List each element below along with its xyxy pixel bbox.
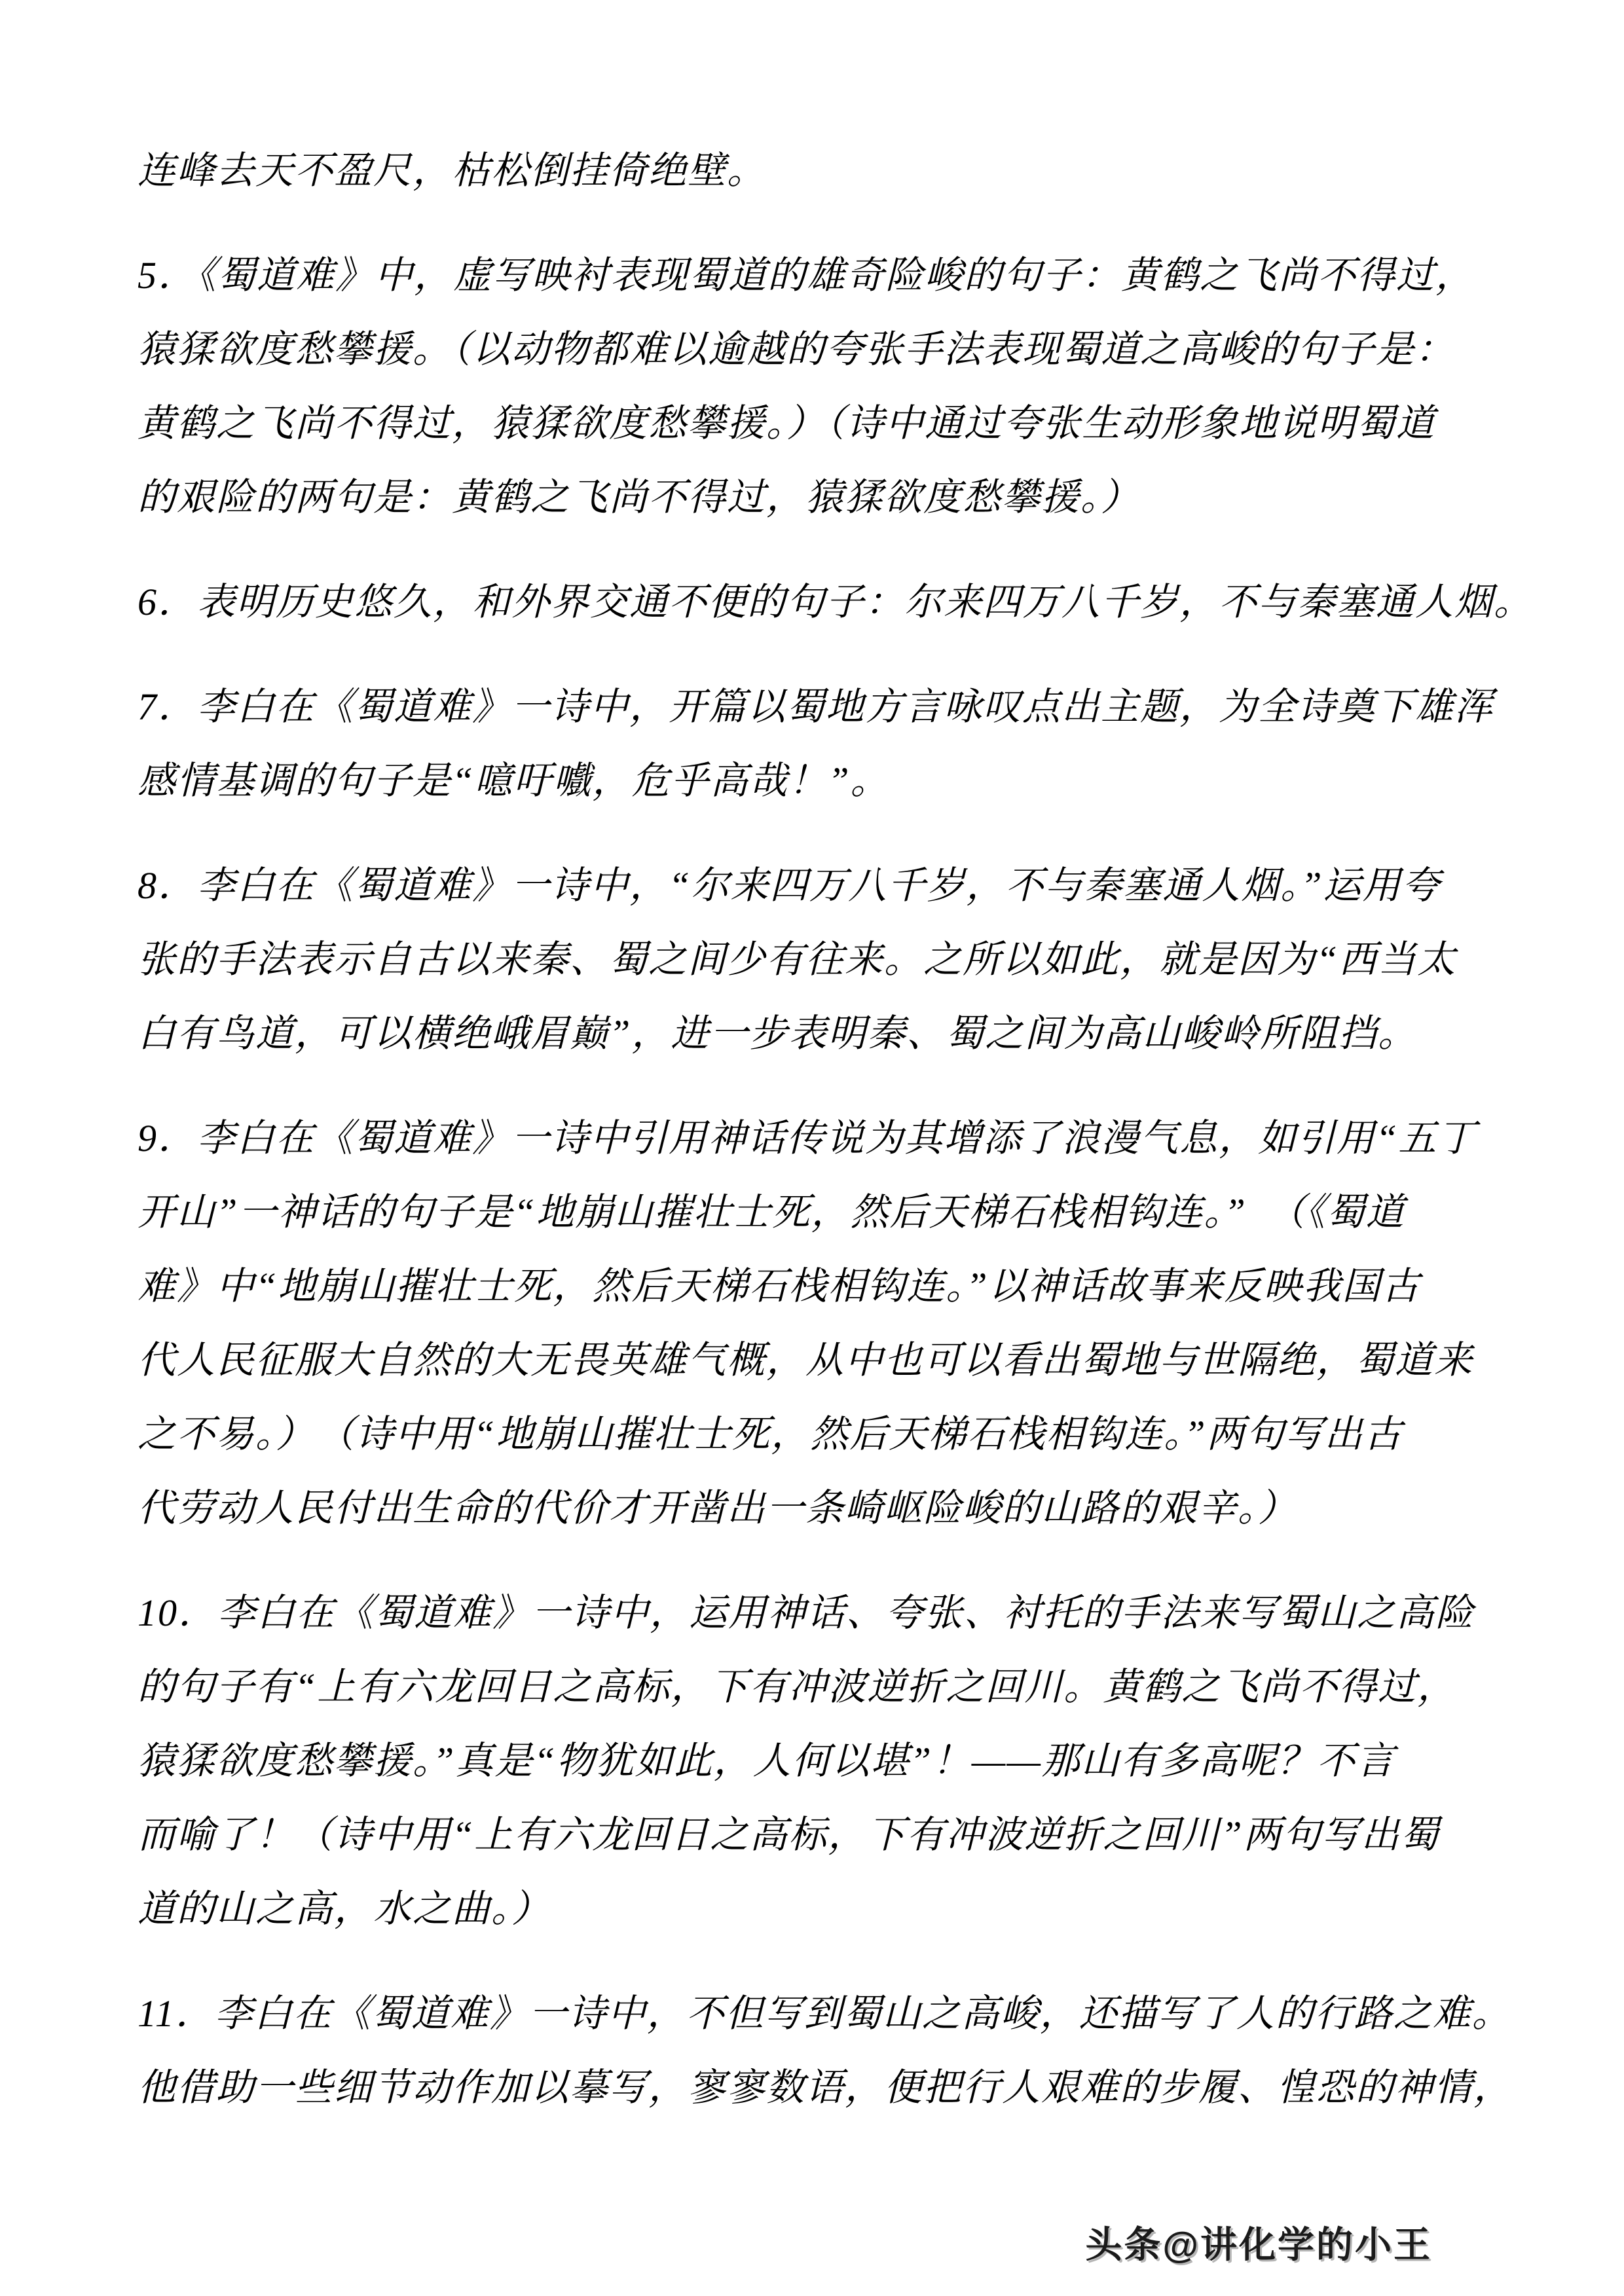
question-item-7	[138, 670, 1519, 818]
poem-continuation-paragraph	[138, 134, 1519, 208]
worksheet-body	[138, 134, 1534, 2155]
text-line: 8．李白在《蜀道难》一诗中，“尔来四万八千岁，不与秦塞通人烟。”运用夸	[138, 864, 1441, 907]
text-line: 11．李白在《蜀道难》一诗中，不但写到蜀山之高峻，还描写了人的行路之难。	[138, 1992, 1511, 2035]
question-item-5	[138, 238, 1519, 534]
text-line: 黄鹤之飞尚不得过，猿猱欲度愁攀援。）（诗中通过夸张生动形象地说明蜀道	[138, 402, 1436, 445]
text-line: 猿猱欲度愁攀援。”真是“物犹如此，人何以堪”！——那山有多高呢？不言	[138, 1740, 1395, 1782]
text-line: 9．李白在《蜀道难》一诗中引用神话传说为其增添了浪漫气息，如引用“五丁	[138, 1117, 1477, 1159]
text-line: 的艰险的两句是：黄鹤之飞尚不得过，猿猱欲度愁攀援。）	[138, 476, 1141, 519]
text-line: 而喻了！（诗中用“上有六龙回日之高标，下有冲波逆折之回川”两句写出蜀	[138, 1813, 1440, 1856]
text-line: 张的手法表示自古以来秦、蜀之间少有往来。之所以如此，就是因为“西当太	[138, 938, 1457, 981]
question-item-11	[138, 1977, 1519, 2124]
text-line: 道的山之高，水之曲。）	[138, 1887, 551, 1930]
text-line: 5．《蜀道难》中，虚写映衬表现蜀道的雄奇险峻的句子：黄鹤之飞尚不得过，	[138, 254, 1475, 297]
text-line: 代人民征服大自然的大无畏英雄气概，从中也可以看出蜀地与世隔绝，蜀道来	[138, 1339, 1474, 1381]
question-item-9	[138, 1101, 1519, 1545]
question-item-8	[138, 848, 1519, 1070]
text-line: 的句子有“上有六龙回日之高标，下有冲波逆折之回川。黄鹤之飞尚不得过，	[138, 1666, 1457, 1708]
text-line: 7．李白在《蜀道难》一诗中，开篇以蜀地方言咏叹点出主题，为全诗奠下雄浑	[138, 685, 1494, 728]
question-item-6	[138, 565, 1534, 639]
text-line: 代劳动人民付出生命的代价才开凿出一条崎岖险峻的山路的艰辛。）	[138, 1487, 1298, 1529]
text-line: 10．李白在《蜀道难》一诗中，运用神话、夸张、衬托的手法来写蜀山之高险	[138, 1592, 1475, 1634]
text-line: 6．表明历史悠久，和外界交通不便的句子：尔来四万八千岁，不与秦塞通人烟。	[138, 581, 1534, 623]
text-line: 难》中“地崩山摧壮士死，然后天梯石栈相钩连。”以神话故事来反映我国古	[138, 1265, 1421, 1307]
text-line: 白有鸟道，可以横绝峨眉巅”，进一步表明秦、蜀之间为高山峻岭所阻挡。	[138, 1012, 1418, 1055]
text-line: 连峰去天不盈尺，枯松倒挂倚绝壁。	[138, 149, 767, 192]
text-line: 之不易。） （诗中用“地崩山摧壮士死，然后天梯石栈相钩连。”两句写出古	[138, 1413, 1403, 1455]
watermark: 头条@讲化学的小王	[1085, 2224, 1432, 2265]
text-line: 感情基调的句子是“噫吁嚱，危乎高哉！”。	[138, 759, 890, 802]
text-line: 开山”一神话的句子是“地崩山摧壮士死，然后天梯石栈相钩连。” （《蜀道	[138, 1191, 1405, 1233]
text-line: 猿猱欲度愁攀援。（以动物都难以逾越的夸张手法表现蜀道之高峻的句子是：	[138, 328, 1455, 371]
question-item-10	[138, 1576, 1519, 1946]
text-line: 他借助一些细节动作加以摹写，寥寥数语，便把行人艰难的步履、惶恐的神情，	[138, 2066, 1513, 2109]
